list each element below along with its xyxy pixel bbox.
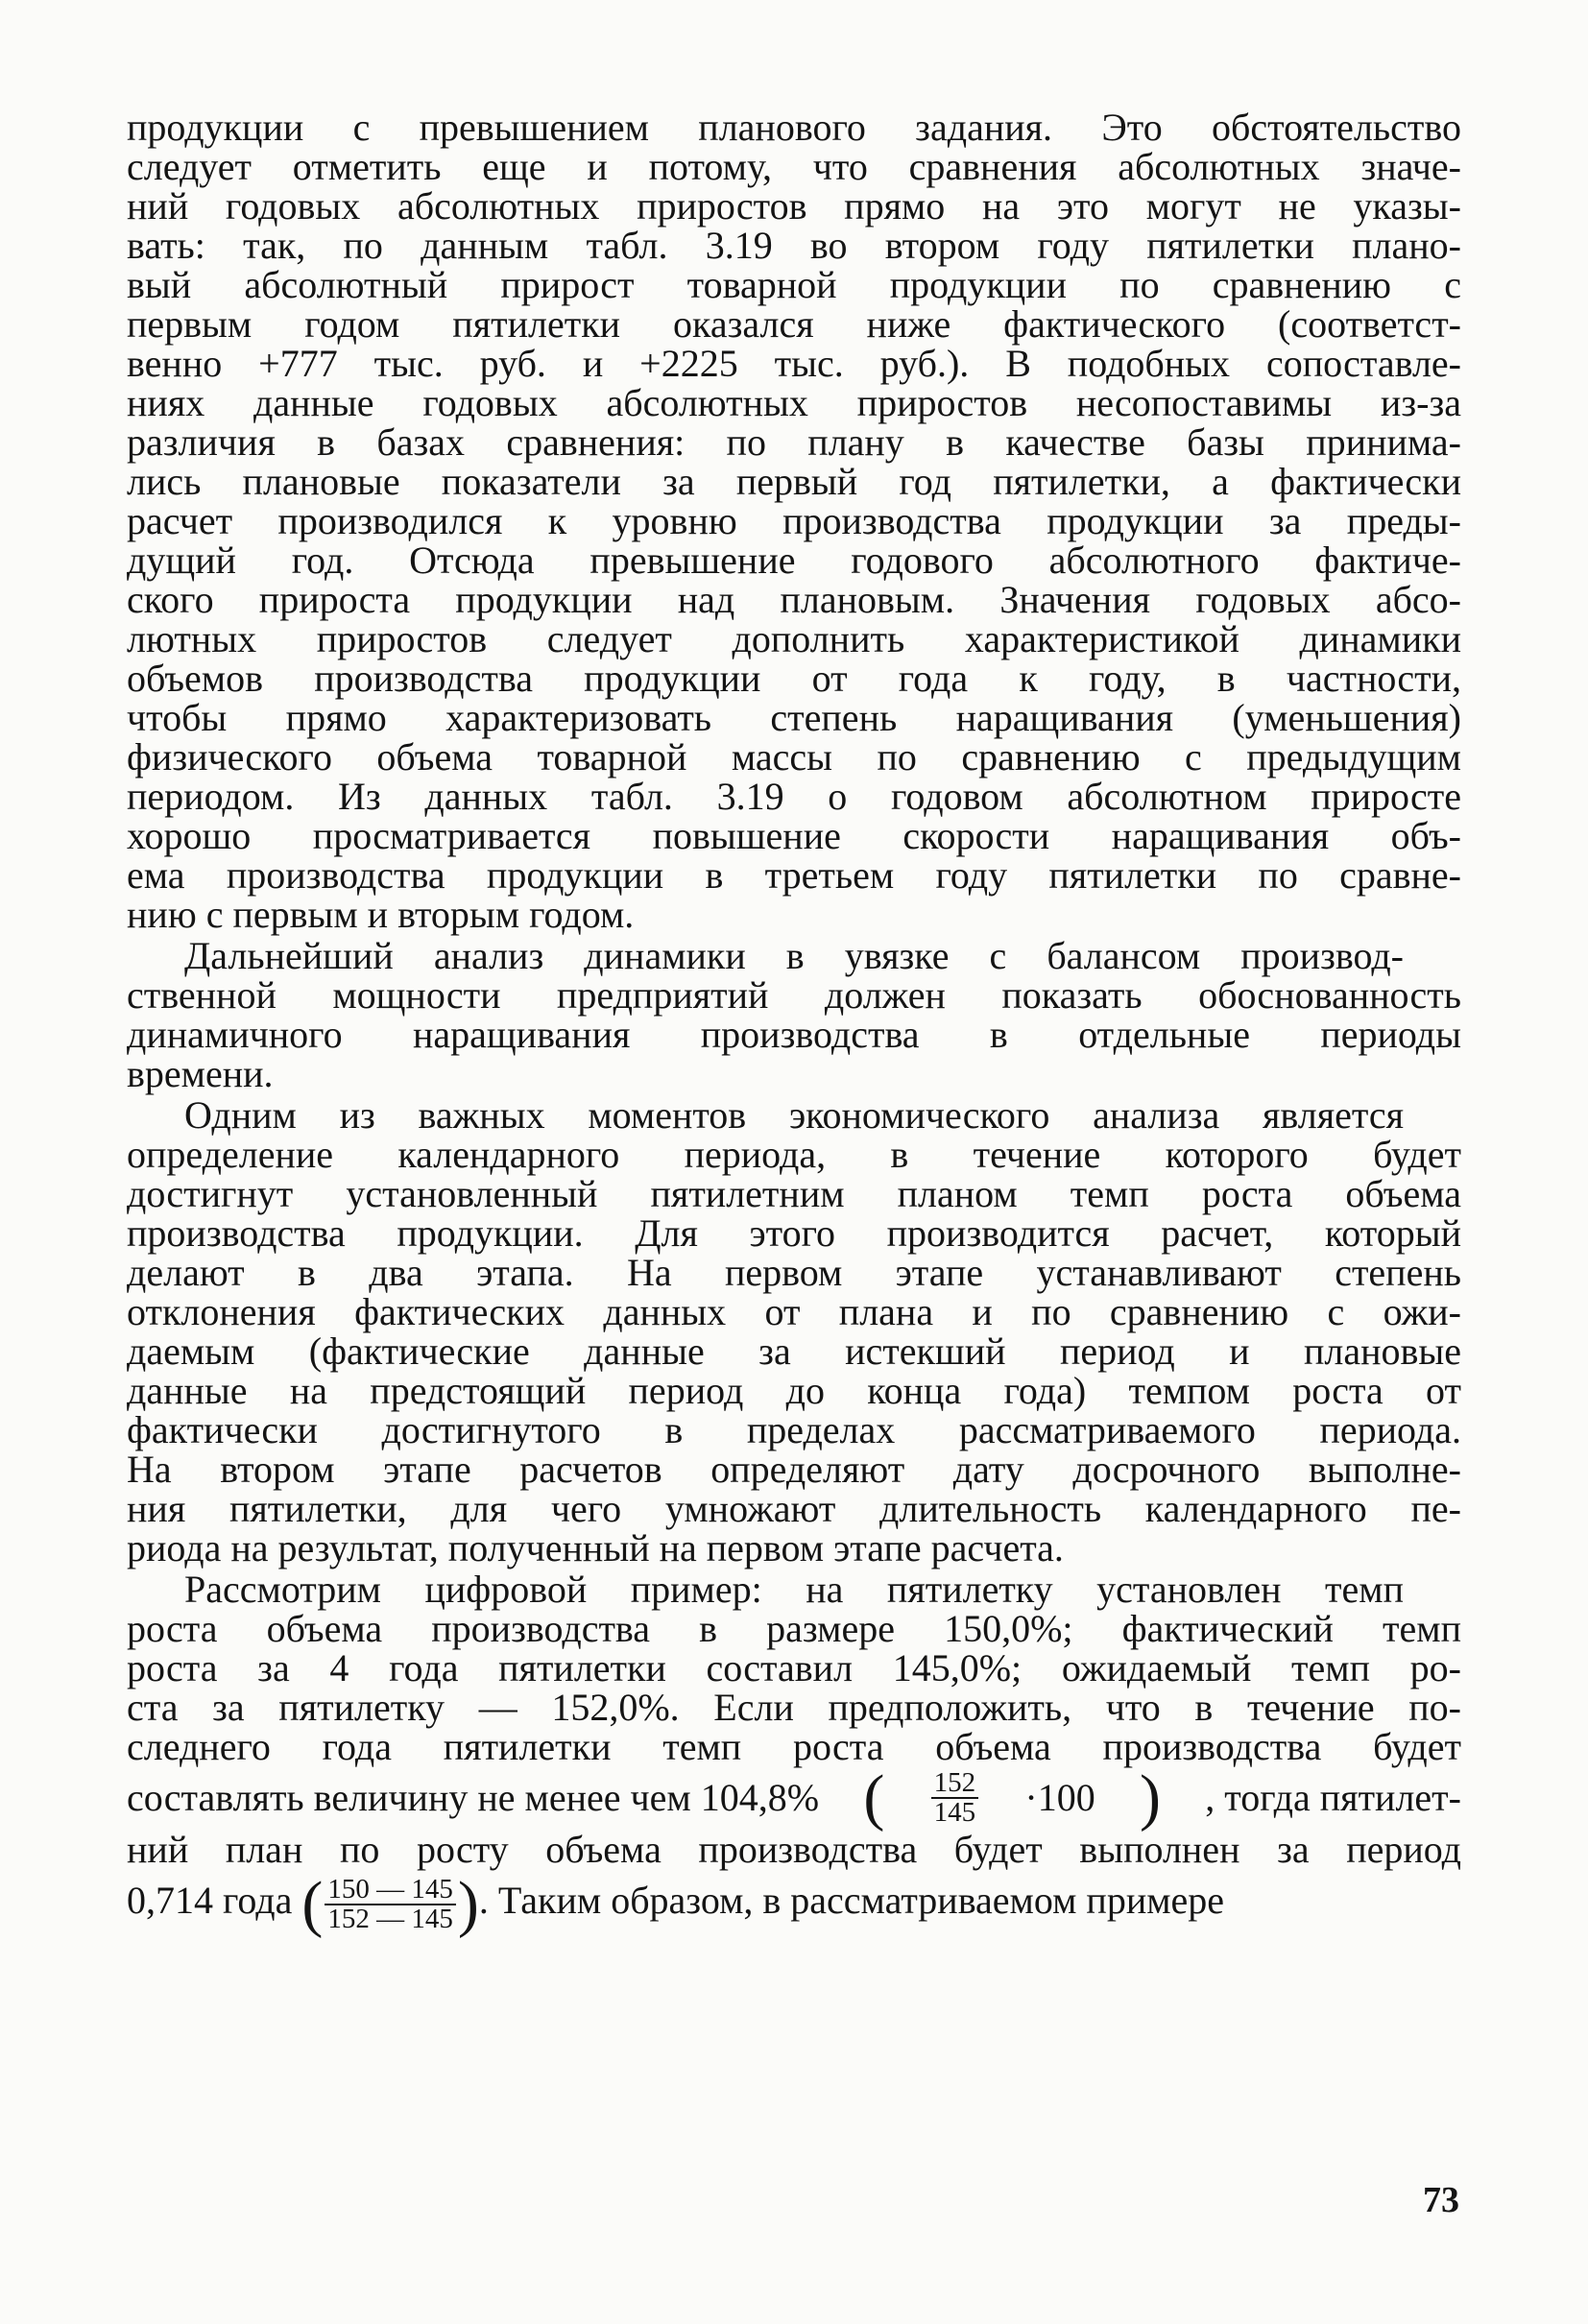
text-line: делают в два этапа. На первом этапе устанавливают степень bbox=[127, 1251, 1461, 1294]
page-body bbox=[127, 106, 1461, 1939]
text-line: расчет производился к уровню производства продукции за преды- bbox=[127, 499, 1461, 542]
text-line: ний план по росту объема производства будет выполнен за период bbox=[127, 1828, 1461, 1871]
paragraph-1 bbox=[127, 108, 1461, 934]
text-line: динамичного наращивания производства в отдельные периоды bbox=[127, 1013, 1461, 1056]
text-line: даемым (фактические данные за истекший период и плановые bbox=[127, 1330, 1461, 1373]
text-line: данные на предстоящий период до конца года) темпом роста от bbox=[127, 1369, 1461, 1412]
text-line: лись плановые показатели за первый год пятилетки, а фактически bbox=[127, 460, 1461, 503]
text-line: риода на результат, полученный на первом этапе расчета. bbox=[127, 1526, 1064, 1569]
fraction-152-145 bbox=[931, 1769, 979, 1827]
text-line: фактически достигнутого в пределах рассматриваемого периода. bbox=[127, 1408, 1461, 1451]
text-line: ема производства продукции в третьем году пятилетки по сравне- bbox=[127, 853, 1461, 897]
close-paren: ) bbox=[457, 1868, 479, 1939]
formula-line-1 bbox=[127, 1762, 1461, 1833]
formula-multiplier: ·100 bbox=[1024, 1776, 1095, 1819]
text-line: первым годом пятилетки оказался ниже фактического (соответст- bbox=[127, 302, 1461, 346]
text-line: ния пятилетки, для чего умножают длительность календарного пе- bbox=[127, 1487, 1461, 1530]
formula-text-before: составлять величину не менее чем 104,8% bbox=[127, 1776, 820, 1819]
text-line: периодом. Из данных табл. 3.19 о годовом абсолютном приросте bbox=[127, 775, 1461, 818]
formula-text-after: . Таким образом, в рассматриваемом примере bbox=[478, 1879, 1225, 1922]
text-line: вать: так, по данным табл. 3.19 во втором году пятилетки плано- bbox=[127, 224, 1461, 267]
text-line: вый абсолютный прирост товарной продукции по сравнению с bbox=[127, 263, 1461, 306]
text-line: На втором этапе расчетов определяют дату досрочного выполне- bbox=[127, 1448, 1461, 1491]
fraction-denominator: 152 — 145 bbox=[327, 1903, 453, 1934]
text-line: достигнут установленный пятилетним планом темп роста объема bbox=[127, 1172, 1461, 1215]
text-line: ний годовых абсолютных приростов прямо на это могут не указы- bbox=[127, 184, 1461, 228]
text-line: ста за пятилетку — 152,0%. Если предположить, что в течение по- bbox=[127, 1686, 1461, 1729]
open-paren: ( bbox=[863, 1762, 885, 1833]
fraction-denominator: 145 bbox=[933, 1797, 976, 1828]
page-number: 73 bbox=[1423, 2180, 1459, 2220]
paragraph-2 bbox=[127, 936, 1461, 1093]
paragraph-3 bbox=[127, 1095, 1461, 1568]
text-line: определение календарного периода, в течение которого будет bbox=[127, 1133, 1461, 1176]
fraction-numerator: 152 bbox=[931, 1769, 979, 1799]
text-line: хорошо просматривается повышение скорости наращивания объ- bbox=[127, 814, 1461, 857]
text-line: различия в базах сравнения: по плану в качестве базы принима- bbox=[127, 420, 1461, 464]
text-line: роста объема производства в размере 150,0%; фактический темп bbox=[127, 1607, 1461, 1650]
fraction-numerator: 150 — 145 bbox=[325, 1876, 456, 1905]
text-line: венно +777 тыс. руб. и +2225 тыс. руб.). В подобных сопоставле- bbox=[127, 342, 1461, 385]
text-line: роста за 4 года пятилетки составил 145,0%; ожидаемый темп ро- bbox=[127, 1646, 1461, 1689]
text-line: Рассмотрим цифровой пример: на пятилетку установлен темп bbox=[184, 1568, 1404, 1611]
text-line: следует отметить еще и потому, что сравнения абсолютных значе- bbox=[127, 145, 1461, 188]
fraction-period bbox=[325, 1873, 456, 1934]
text-line: следнего года пятилетки темп роста объема производства будет bbox=[127, 1725, 1461, 1768]
text-line: объемов производства продукции от года к году, в частности, bbox=[127, 657, 1461, 700]
formula-text-after: , тогда пятилет- bbox=[1205, 1776, 1461, 1819]
text-line: Дальнейший анализ динамики в увязке с балансом производ- bbox=[184, 934, 1404, 977]
text-line: Одним из важных моментов экономического анализа является bbox=[184, 1093, 1404, 1137]
text-line: отклонения фактических данных от плана и по сравнению с ожи- bbox=[127, 1290, 1461, 1333]
formula-text-before: 0,714 года bbox=[127, 1879, 293, 1922]
text-line: дущий год. Отсюда превышение годового абсолютного фактиче- bbox=[127, 539, 1461, 582]
text-line: физического объема товарной массы по сравнению с предыдущим bbox=[127, 735, 1461, 779]
text-line: производства продукции. Для этого производится расчет, который bbox=[127, 1211, 1461, 1255]
text-line: продукции с превышением планового задания. Это обстоятельство bbox=[127, 106, 1461, 149]
open-paren: ( bbox=[301, 1868, 324, 1939]
text-line: ственной мощности предприятий должен показать обоснованность bbox=[127, 973, 1461, 1017]
text-line: нию с первым и вторым годом. bbox=[127, 893, 635, 936]
text-line: чтобы прямо характеризовать степень наращивания (уменьшения) bbox=[127, 696, 1461, 739]
formula-line-2 bbox=[127, 1868, 1461, 1939]
text-line: времени. bbox=[127, 1052, 274, 1095]
text-line: ского прироста продукции над плановым. Значения годовых абсо- bbox=[127, 578, 1461, 621]
paragraph-4 bbox=[127, 1568, 1461, 1939]
text-line: ниях данные годовых абсолютных приростов несопоставимы из-за bbox=[127, 381, 1461, 424]
text-line: лютных приростов следует дополнить характеристикой динамики bbox=[127, 617, 1461, 660]
close-paren: ) bbox=[1140, 1762, 1161, 1833]
